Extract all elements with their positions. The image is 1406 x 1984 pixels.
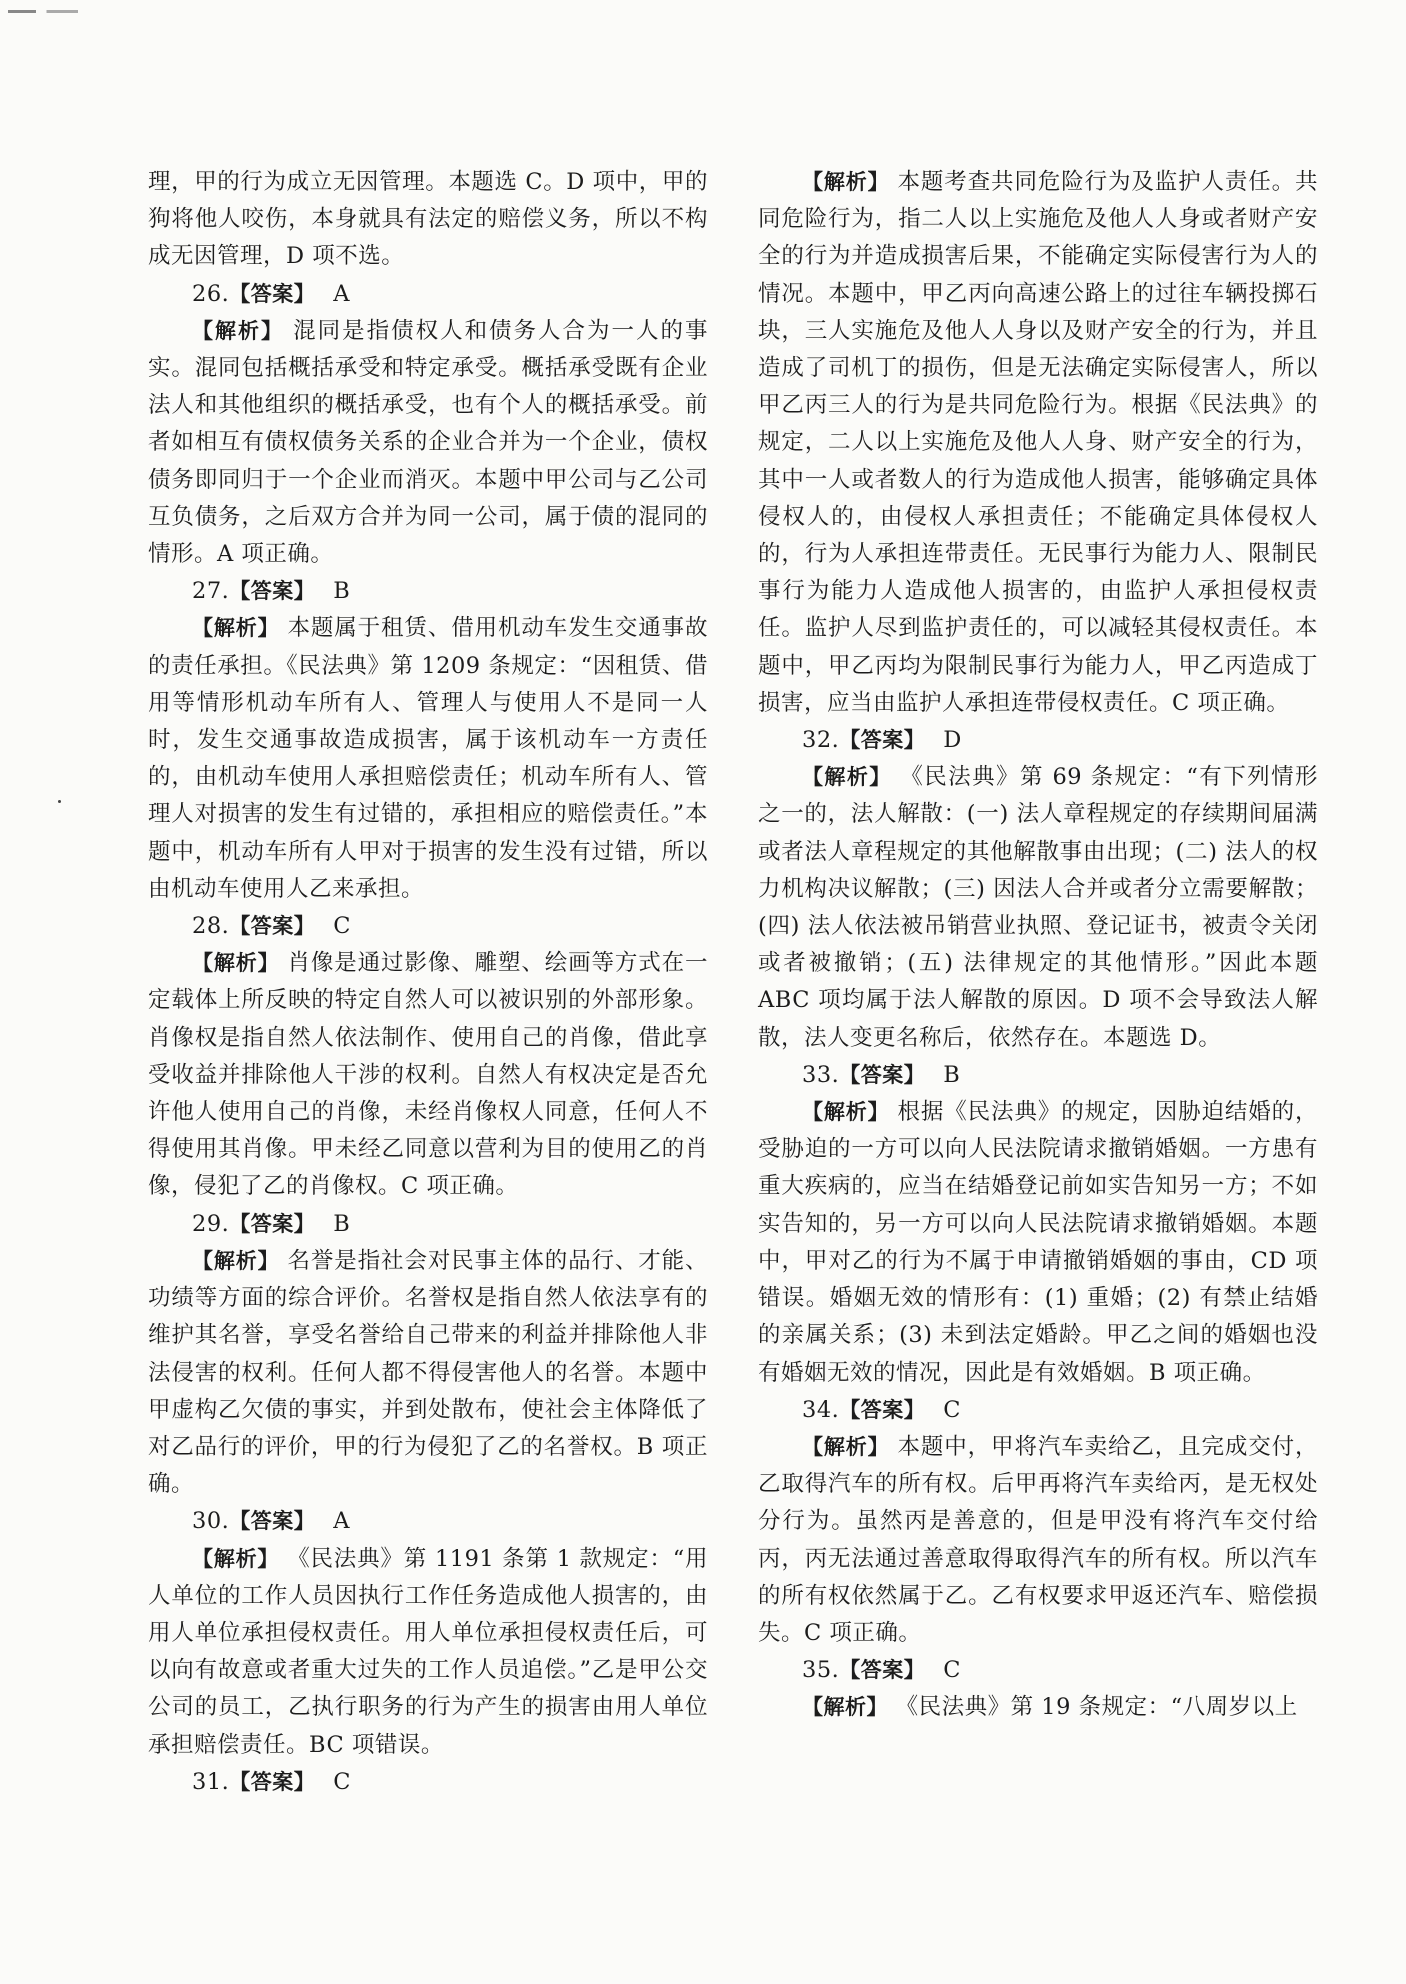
analysis-tag: 【解析】	[802, 1695, 888, 1720]
answer-line	[148, 573, 708, 610]
question-number: 34.	[802, 1396, 840, 1423]
answer-tag: 【答案】	[229, 1769, 316, 1794]
analysis-paragraph	[758, 1429, 1318, 1652]
analysis-paragraph	[758, 1094, 1318, 1392]
answer-tag: 【答案】	[229, 281, 316, 306]
question-number: 32.	[802, 727, 840, 754]
right-column	[758, 164, 1318, 1727]
question-number: 33.	[802, 1061, 840, 1088]
analysis-paragraph	[148, 1541, 708, 1764]
question-number: 29.	[192, 1210, 230, 1237]
answer-letter: B	[333, 578, 351, 605]
answer-letter: B	[943, 1061, 961, 1088]
question-35	[758, 1652, 1318, 1726]
answer-tag: 【答案】	[229, 1509, 316, 1534]
analysis-text: 肖像是通过影像、雕塑、绘画等方式在一定载体上所反映的特定自然人可以被识别的外部形象。肖像权是指自然人依法制作、使用自己的肖像，借此享受收益并排除他人干涉的权利。自然人有权决定是否允许他人使用自己的肖像，未经肖像权人同意，任何人不得使用其肖像。甲未经乙同意以营利为目的使用乙的肖像，侵犯了乙的肖像权。C 项正确。	[148, 950, 708, 1200]
answer-letter: C	[333, 1768, 352, 1795]
analysis-text: 《民法典》第 19 条规定：“八周岁以上	[895, 1694, 1298, 1721]
answer-tag: 【答案】	[229, 914, 316, 939]
left-column	[148, 164, 708, 1801]
answer-letter: C	[333, 913, 352, 940]
corner-scan-mark	[8, 10, 78, 13]
analysis-text: 《民法典》第 1191 条第 1 款规定：“用人单位的工作人员因执行工作任务造成他人损害的，由用人单位承担侵权责任。用人单位承担侵权责任后，可以向有故意或者重大过失的工作人员追偿。”乙是甲公交公司的员工，乙执行职务的行为产生的损害由用人单位承担赔偿责任。BC 项错误。	[148, 1545, 709, 1758]
answer-tag: 【答案】	[229, 1211, 316, 1236]
question-number: 27.	[192, 578, 230, 605]
question-30	[148, 1503, 708, 1763]
answer-line	[758, 1392, 1318, 1429]
analysis-paragraph	[758, 1689, 1318, 1726]
analysis-paragraph	[758, 759, 1318, 1057]
analysis-tag: 【解析】	[192, 318, 284, 343]
analysis-tag: 【解析】	[802, 1100, 890, 1125]
answer-tag: 【答案】	[229, 579, 316, 604]
analysis-text: 《民法典》第 69 条规定：“有下列情形之一的，法人解散：(一) 法人章程规定的存续期间届满或者法人章程规定的其他解散事由出现；(二) 法人的权力机构决议解散；(三) 因法人合并或者分立需要解散；(四) 法人依法被吊销营业执照、登记证书，被责令关闭或者被撤销；(五) 法律规定的其他情形。”因此本题 ABC 项均属于法人解散的原因。D 项不会导致法人解散，法人变更名称后，依然存在。本题选 D。	[758, 764, 1319, 1051]
analysis-text: 混同是指债权人和债务人合为一人的事实。混同包括概括承受和特定承受。概括承受既有企业法人和其他组织的概括承受，也有个人的概括承受。前者如相互有债权债务关系的企业合并为一个企业，债权债务即同归于一个企业而消灭。本题中甲公司与乙公司互负债务，之后双方合并为同一公司，属于债的混同的情形。A 项正确。	[148, 317, 708, 568]
answer-tag: 【答案】	[839, 1062, 926, 1087]
analysis-text: 本题中，甲将汽车卖给乙，且完成交付，乙取得汽车的所有权。后甲再将汽车卖给丙，是无权处分行为。虽然丙是善意的，但是甲没有将汽车交付给丙，丙无法通过善意取得取得汽车的所有权。所以汽车的所有权依然属于乙。乙有权要求甲返还汽车、赔偿损失。C 项正确。	[758, 1433, 1318, 1646]
analysis-tag: 【解析】	[192, 1248, 280, 1273]
stray-dot	[58, 800, 61, 803]
question-33	[758, 1057, 1318, 1392]
analysis-text: 名誉是指社会对民事主体的品行、才能、功绩等方面的综合评价。名誉权是指自然人依法享有的维护其名誉，享受名誉给自己带来的利益并排除他人非法侵害的权利。任何人都不得侵害他人的名誉。本题中甲虚构乙欠债的事实，并到处散布，使社会主体降低了对乙品行的评价，甲的行为侵犯了乙的名誉权。B 项正确。	[148, 1247, 708, 1498]
analysis-tag: 【解析】	[192, 1546, 280, 1571]
answer-letter: A	[333, 280, 351, 307]
question-27	[148, 573, 708, 908]
answer-tag: 【答案】	[839, 1397, 926, 1422]
analysis-tag: 【解析】	[192, 616, 280, 641]
answer-line	[148, 1764, 708, 1801]
question-29	[148, 1206, 708, 1504]
question-number: 28.	[192, 913, 230, 940]
answer-line	[148, 276, 708, 313]
analysis-text: 本题考查共同危险行为及监护人责任。共同危险行为，指二人以上实施危及他人人身或者财产安全的行为并造成损害后果，不能确定实际侵害行为人的情况。本题中，甲乙丙向高速公路上的过往车辆投掷石块，三人实施危及他人人身以及财产安全的行为，并且造成了司机丁的损伤，但是无法确定实际侵害人，所以甲乙丙三人的行为是共同危险行为。根据《民法典》的规定，二人以上实施危及他人人身、财产安全的行为，其中一人或者数人的行为造成他人损害，能够确定具体侵权人的，由侵权人承担责任；不能确定具体侵权人的，行为人承担连带责任。无民事行为能力人、限制民事行为能力人造成他人损害的，由监护人承担侵权责任。监护人尽到监护责任的，可以减轻其侵权责任。本题中，甲乙丙均为限制民事行为能力人，甲乙丙造成丁损害，应当由监护人承担连带侵权责任。C 项正确。	[758, 169, 1318, 716]
answer-letter: C	[943, 1657, 962, 1684]
analysis-text: 本题属于租赁、借用机动车发生交通事故的责任承担。《民法典》第 1209 条规定：“因租赁、借用等情形机动车所有人、管理人与使用人不是同一人时，发生交通事故造成损害，属于该机动车一方责任的，由机动车使用人承担赔偿责任；机动车所有人、管理人对损害的发生有过错的，承担相应的赔偿责任。”本题中，机动车所有人甲对于损害的发生没有过错，所以由机动车使用人乙来承担。	[148, 615, 708, 902]
question-34	[758, 1392, 1318, 1652]
answer-line	[148, 908, 708, 945]
question-number: 31.	[192, 1768, 230, 1795]
answer-letter: A	[333, 1508, 351, 1535]
analysis-paragraph	[148, 313, 708, 573]
question-26	[148, 276, 708, 574]
answer-letter: B	[333, 1210, 351, 1237]
answer-tag: 【答案】	[839, 1658, 926, 1683]
answer-tag: 【答案】	[839, 728, 926, 753]
analysis-tag: 【解析】	[802, 765, 892, 790]
analysis-text: 根据《民法典》的规定，因胁迫结婚的，受胁迫的一方可以向人民法院请求撤销婚姻。一方患有重大疾病的，应当在结婚登记前如实告知另一方；不如实告知的，另一方可以向人民法院请求撤销婚姻。本题中，甲对乙的行为不属于申请撤销婚姻的事由，CD 项错误。婚姻无效的情形有：(1) 重婚；(2) 有禁止结婚的亲属关系；(3) 未到法定婚龄。甲乙之间的婚姻也没有婚姻无效的情况，因此是有效婚姻。B 项正确。	[758, 1099, 1318, 1386]
question-28	[148, 908, 708, 1206]
answer-letter: C	[943, 1396, 962, 1423]
right-lead-paragraph	[758, 164, 1318, 722]
answer-line	[758, 722, 1318, 759]
analysis-paragraph	[148, 945, 708, 1205]
analysis-tag: 【解析】	[802, 170, 890, 194]
question-32	[758, 722, 1318, 1057]
answer-letter: D	[943, 727, 962, 754]
answer-line	[148, 1206, 708, 1243]
analysis-tag: 【解析】	[192, 951, 280, 976]
answer-line	[148, 1503, 708, 1540]
analysis-tag: 【解析】	[802, 1434, 890, 1459]
analysis-paragraph	[148, 1243, 708, 1503]
answer-line	[758, 1652, 1318, 1689]
question-31	[148, 1764, 708, 1801]
question-number: 30.	[192, 1508, 230, 1535]
analysis-paragraph	[148, 610, 708, 908]
left-lead-paragraph: 理，甲的行为成立无因管理。本题选 C。D 项中，甲的狗将他人咬伤，本身就具有法定的赔偿义务，所以不构成无因管理，D 项不选。	[148, 169, 708, 270]
question-number: 35.	[802, 1657, 840, 1684]
question-number: 26.	[192, 280, 230, 307]
answer-line	[758, 1057, 1318, 1094]
